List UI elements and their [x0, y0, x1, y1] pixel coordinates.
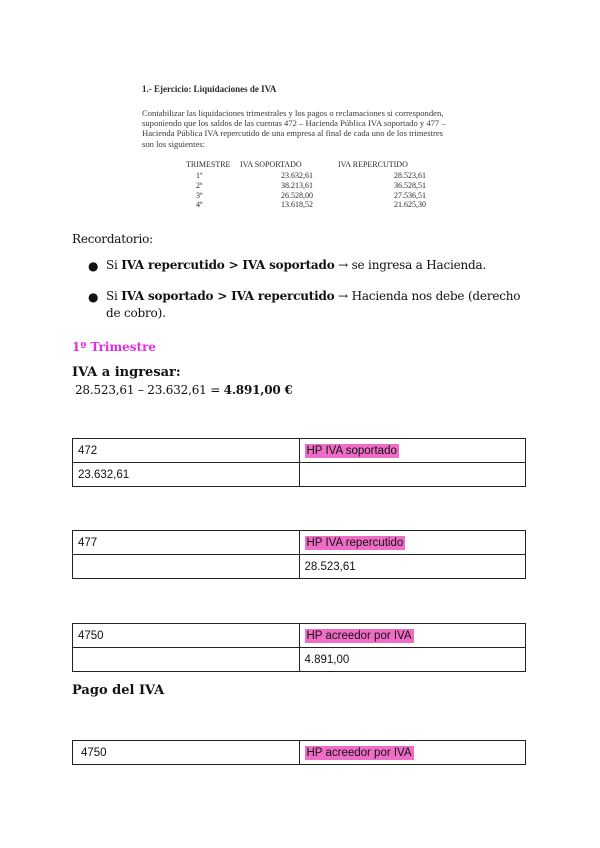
quarter-cell: 3º [196, 190, 203, 200]
payment-account-4750 [72, 740, 526, 765]
repercutido-cell: 27.536,51 [394, 190, 426, 200]
table-row [186, 191, 426, 201]
account-code: 4750 [73, 741, 300, 765]
col-iva-soportado: IVA SOPORTADO [240, 160, 302, 169]
reminder-bullet-2: Si IVA soportado > IVA repercutido → Hacienda nos debe (derecho de cobro). [106, 289, 521, 320]
exercise-line: Hacienda Pública IVA repercutido de una empresa al final de cada uno de los trimestres [142, 128, 443, 139]
exercise-table [186, 160, 426, 210]
credit-cell: 28.523,61 [299, 555, 526, 579]
quarter-cell: 4º [196, 200, 203, 210]
exercise-image [142, 84, 472, 210]
soportado-cell: 13.618,52 [281, 200, 313, 210]
account-name: HP acreedor por IVA [306, 629, 412, 642]
account-name-cell [299, 439, 526, 463]
account-name-cell [299, 531, 526, 555]
repercutido-cell: 36.528,51 [394, 180, 426, 190]
account-name-cell [299, 741, 526, 765]
exercise-table-header [186, 160, 426, 171]
soportado-cell: 38.213,61 [281, 180, 313, 190]
exercise-line: Contabilizar las liquidaciones trimestrales y los pagos o reclamaciones si corresponden, [142, 108, 444, 118]
account-code: 4750 [73, 624, 300, 648]
account-477 [72, 530, 526, 579]
table-row [186, 171, 426, 181]
iva-result: 4.891,00 € [223, 383, 293, 397]
reminder-label: Recordatorio: [72, 232, 153, 246]
bullet-dot-icon: ● [88, 290, 99, 304]
account-code: 477 [73, 531, 300, 555]
exercise-statement [142, 108, 470, 149]
credit-cell: 4.891,00 [299, 648, 526, 672]
debit-cell [73, 555, 300, 579]
debit-cell [73, 648, 300, 672]
repercutido-cell: 28.523,61 [394, 171, 426, 180]
quarter-heading: 1º Trimestre [72, 340, 157, 354]
soportado-cell: 26.528,00 [281, 190, 313, 200]
repercutido-cell: 21.625,30 [394, 200, 426, 210]
quarter-cell: 1º [196, 171, 203, 180]
table-row [186, 200, 426, 210]
reminder-bullet-1: Si IVA repercutido > IVA soportado → se ingresa a Hacienda. [106, 258, 487, 272]
table-row [186, 181, 426, 191]
credit-cell [299, 463, 526, 487]
bullet-dot-icon: ● [88, 259, 99, 273]
payment-label: Pago del IVA [72, 683, 165, 698]
exercise-line: suponiendo que los saldos de las cuentas 472 – Hacienda Pública IVA soportado y 477 – [142, 118, 446, 129]
iva-label: IVA a ingresar: [72, 365, 181, 380]
account-name: HP IVA soportado [306, 444, 397, 457]
account-472 [72, 438, 526, 487]
account-name: HP IVA repercutido [306, 536, 404, 549]
exercise-title: 1.- Ejercicio: Liquidaciones de IVA [142, 84, 277, 94]
account-name-cell [299, 624, 526, 648]
account-4750 [72, 623, 526, 672]
iva-calculation: 28.523,61 – 23.632,61 = 4.891,00 € [75, 383, 293, 397]
account-code: 472 [73, 439, 300, 463]
quarter-cell: 2º [196, 180, 203, 190]
account-name: HP acreedor por IVA [306, 746, 412, 759]
col-trimestre: TRIMESTRE [186, 160, 231, 169]
col-iva-repercutido: IVA REPERCUTIDO [338, 160, 408, 169]
debit-cell: 23.632,61 [73, 463, 300, 487]
exercise-line: son los siguientes: [142, 138, 206, 149]
soportado-cell: 23.632,61 [281, 171, 313, 180]
